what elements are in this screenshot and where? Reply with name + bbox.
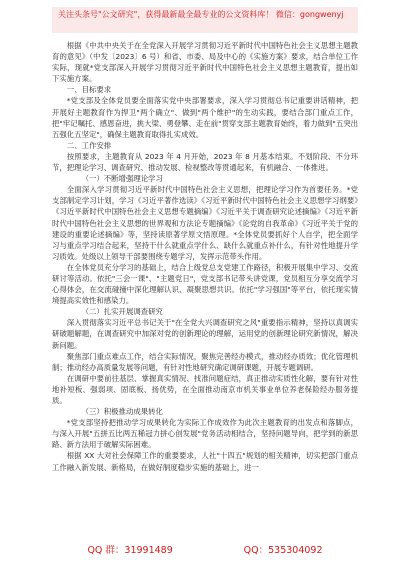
contact-footer (52, 544, 358, 558)
intro-paragraph: 根据《中共中央关于在全党深入开展学习贯彻习近平新时代中国特色社会主义思想主题教育的意见》（中发〔2023〕6 号）和省、市委、局及中心的《实施方案》要求，结合单位工作实际，现就*党支部深入开展学习贯彻习近平新时代中国特色社会主义思想主题教育，提出如下实施方案。 (52, 41, 358, 84)
subheading-research: （二）扎实开展调查研究 (81, 307, 163, 317)
qq-group-number: QQ 群：31991489 (87, 545, 173, 556)
research-paragraph-3: 在调研中要前往基层、掌握真实情况、找准问题症结，真正推动实质性化解，要有针对性地补短板、强弱项、固底板、扬优势，在全面推动南京市机关事业单位养老保险经办服务提质。 (52, 373, 358, 405)
subheading-theory-study: （一）不断增强理论学习 (81, 174, 163, 184)
qq-number: QQ：535304092 (243, 545, 323, 556)
theory-study-paragraph-1: 全面深入学习贯彻习近平新时代中国特色社会主义思想，把理论学习作为首要任务。*党支部制定学习计划，学习《习近平著作选读》《习近平新时代中国特色社会主义思想学习纲要》《习近平新时代中国特色社会主义思想专题摘编》《习近平关于调查研究论述摘编》《习近平新时代中国特色社会主义思想的世界观和方法论专题摘编》《论党的自我革命》《习近平关于党的建设的重要论述摘编》等，坚持读原著学原文悟原理。*全体党员要抓好个人自学，把全面学习与重点学习结合起来，坚持干什么就重点学什么、缺什么就重点补什么，有针对性地提升学习质效。处级以上领导干部要围绕专题学习，发挥示范带头作用。 (52, 185, 358, 261)
section-heading-arrangement: 二、工作安排 (66, 140, 112, 150)
goals-paragraph: *党支部及全体党员要全面落实党中央部署要求，深入学习贯彻总书记重要讲话精神，把开展好主题教育作为捍卫"两个确立"、做到"两个维护"的生动实践，要结合部门重点工作，把"牢记嘱托、感恩奋进，挑大梁、勇登攀、走在前"贯穿支部主题教育始终，着力做到"五突出五强化五坚定"，确保主题教育取得扎实成效。 (52, 96, 358, 139)
research-paragraph-1: 深入贯彻落实习近平总书记关于"在全党大兴调查研究之风"重要指示精神，坚持以真调实研破题解题，在调查研究中加深对党的创新理论的理解，运用党的创新理论研究新情况，解决新问题。 (52, 318, 358, 350)
promo-banner (52, 7, 358, 33)
subheading-results: （三）积极推动成果转化 (81, 407, 163, 417)
document-body (52, 40, 358, 538)
results-paragraph-1: *党支部坚持把推动学习成果转化为实际工作成效作为此次主题教育的出发点和落脚点，与深入开展"五拼五比两五稀冠力拼心创发展"党务活动相结合，坚持问题导向，把学到的新思路、新方法用于破解实际困难。 (52, 418, 358, 450)
research-paragraph-2: 聚焦部门重点难点工作，结合实际情况，聚焦完善经办模式，推动经办质效；优化管理机制；推动经办高质量发展等问题，有针对性地研究确定调研课题，开展专题调研。 (52, 351, 358, 372)
promo-banner-text: 关注头条号"公文研究"，获得最新最全最专业的公文资料库！ 微信：gongwenyj (58, 10, 344, 19)
arrangement-paragraph: 按照要求，主题教育从 2023 年 4 月开始，2023 年 8 月基本结束。不划阶段、不分环节，把理论学习、调查研究、推动发展、检视整改等贯通起来，有机融合、一体推进。 (52, 151, 358, 173)
section-heading-goals: 一、目标要求 (66, 85, 112, 95)
results-paragraph-2: 根据 XX 大对社会保障工作的重要要求，人社"十四五"规划的相关精神，切实把部门重点工作融入新发展、新格局，在做好制度稳步实施的基础上，进一 (52, 451, 358, 472)
theory-study-paragraph-2: 在全体党员充分学习的基础上，结合上级党总支党建工作路径，积极开展集中学习、交流研讨等活动。依托"三会一课"、"主题党日"，党支部书记带头讲党课，党员相互分享交流学习心得体会，在交流碰撞中深化理解认识、凝聚思想共识。依托"学习强国"等平台，依托现实情境提高实效性和感染力。 (52, 262, 358, 306)
